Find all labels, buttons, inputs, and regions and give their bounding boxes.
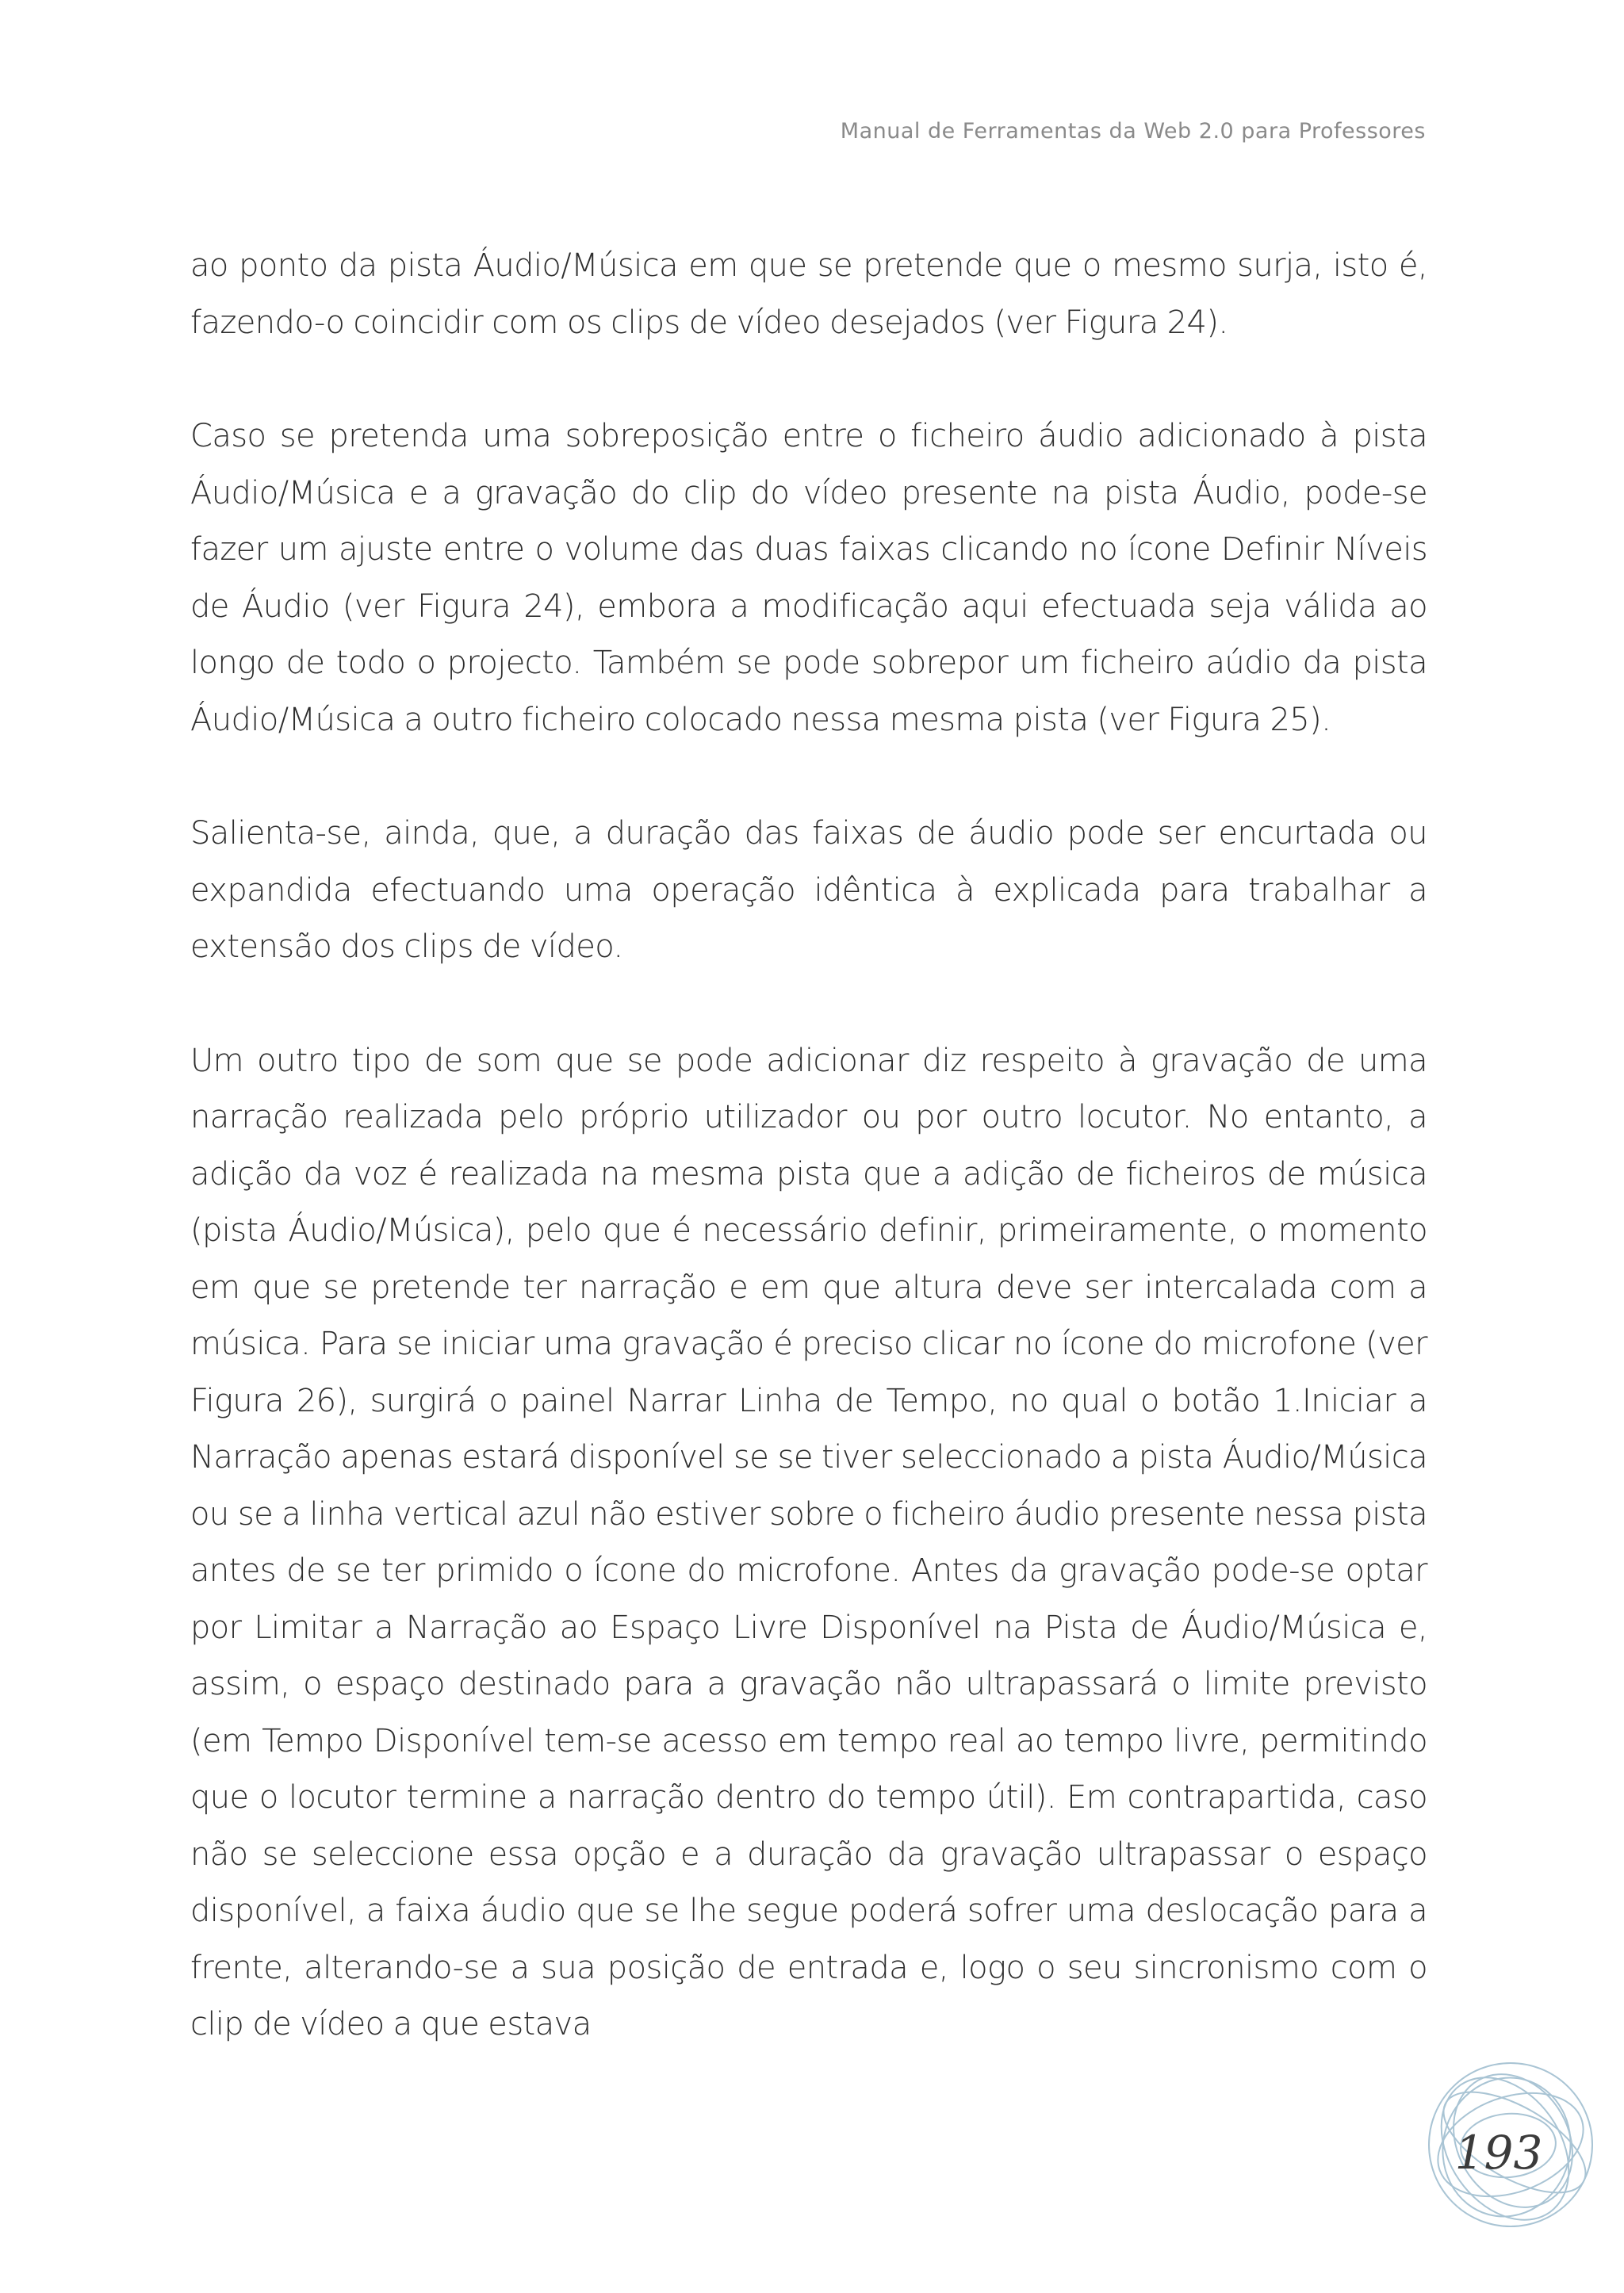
- page-number: 193: [1454, 2126, 1543, 2180]
- paragraph: ao ponto da pista Áudio/Música em que se pretende que o mesmo surja, isto é, fazendo-o coincidir com os clips de vídeo desejados (ver Figura 24).: [190, 247, 1427, 341]
- page-folio: [1419, 2054, 1602, 2236]
- body-text: [190, 238, 1427, 2111]
- running-header: Manual de Ferramentas da Web 2.0 para Professores: [840, 119, 1426, 144]
- paragraph: Salienta-se, ainda, que, a duração das faixas de áudio pode ser encurtada ou expandida efectuando uma operação idêntica à explicada para trabalhar a extensão dos clips de vídeo.: [190, 815, 1427, 965]
- paragraph: Caso se pretenda uma sobreposição entre o ficheiro áudio adicionado à pista Áudio/Música e a gravação do clip do vídeo presente na pista Áudio, pode-se fazer um ajuste entre o volume das duas faixas clicando no ícone Definir Níveis de Áudio (ver Figura 24), embora a modificação aqui efectuada seja válida ao longo de todo o projecto. Também se pode sobrepor um ficheiro aúdio da pista Áudio/Música a outro ficheiro colocado nessa mesma pista (ver Figura 25).: [190, 418, 1427, 738]
- paragraph: Um outro tipo de som que se pode adicionar diz respeito à gravação de uma narração realizada pelo próprio utilizador ou por outro locutor. No entanto, a adição da voz é realizada na mesma pista que a adição de ficheiros de música (pista Áudio/Música), pelo que é necessário definir, primeiramente, o momento em que se pretende ter narração e em que altura deve ser intercalada com a música. Para se iniciar uma gravação é preciso clicar no ícone do microfone (ver Figura 26), surgirá o painel Narrar Linha de Tempo, no qual o botão 1.Iniciar a Narração apenas estará disponível se se tiver seleccionado a pista Áudio/Música ou se a linha vertical azul não estiver sobre o ficheiro áudio presente nessa pista antes de se ter primido o ícone do microfone. Antes da gravação pode-se optar por Limitar a Narração ao Espaço Livre Disponível na Pista de Áudio/Música e, assim, o espaço destinado para a gravação não ultrapassará o limite previsto (em Tempo Disponível tem-se acesso em tempo real ao tempo livre, permitindo que o locutor termine a narração dentro do tempo útil). Em contrapartida, caso não se seleccione essa opção e a duração da gravação ultrapassar o espaço disponível, a faixa áudio que se lhe segue poderá sofrer uma deslocação para a frente, alterando-se a sua posição de entrada e, logo o seu sincronismo com o clip de vídeo a que estava: [190, 1042, 1427, 2042]
